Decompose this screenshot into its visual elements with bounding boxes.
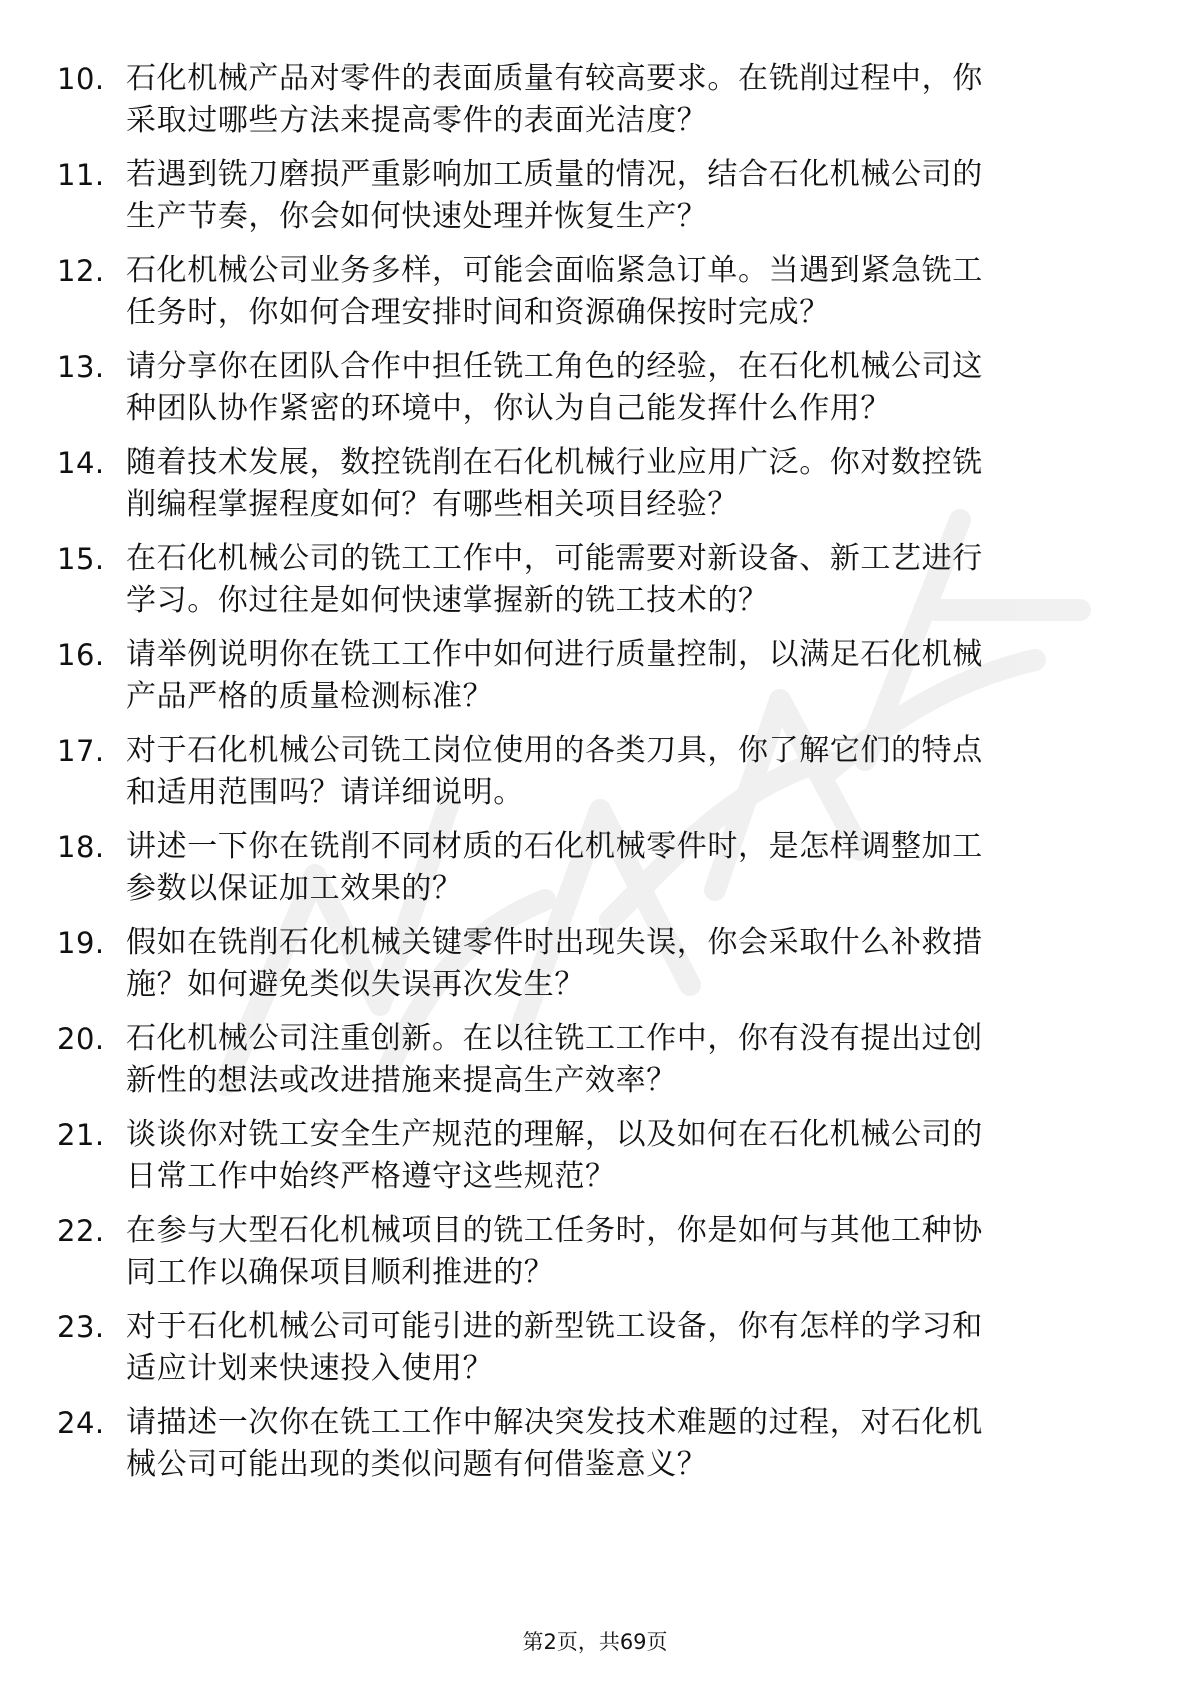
question-line: 石化机械产品对零件的表面质量有较高要求。在铣削过程中，你	[126, 61, 983, 96]
question-item-15	[0, 538, 1190, 634]
question-item-23	[0, 1306, 1190, 1402]
question-number: 11.	[57, 158, 105, 192]
question-text	[126, 154, 1112, 238]
question-item-11	[0, 154, 1190, 250]
question-line: 日常工作中始终严格遵守这些规范？	[126, 1159, 616, 1194]
question-number: 22.	[57, 1214, 105, 1248]
question-text	[126, 1114, 1112, 1198]
question-line: 请描述一次你在铣工工作中解决突发技术难题的过程，对石化机	[126, 1405, 983, 1440]
question-line: 假如在铣削石化机械关键零件时出现失误，你会采取什么补救措	[126, 925, 983, 960]
question-line: 械公司可能出现的类似问题有何借鉴意义？	[126, 1447, 708, 1482]
question-line: 请举例说明你在铣工工作中如何进行质量控制，以满足石化机械	[126, 637, 983, 672]
question-item-18	[0, 826, 1190, 922]
question-line: 若遇到铣刀磨损严重影响加工质量的情况，结合石化机械公司的	[126, 157, 983, 192]
question-number: 24.	[57, 1406, 105, 1440]
question-number: 23.	[57, 1310, 105, 1344]
question-line: 讲述一下你在铣削不同材质的石化机械零件时，是怎样调整加工	[126, 829, 983, 864]
question-text	[126, 826, 1112, 910]
question-line: 种团队协作紧密的环境中，你认为自己能发挥什么作用？	[126, 391, 891, 426]
question-line: 随着技术发展，数控铣削在石化机械行业应用广泛。你对数控铣	[126, 445, 983, 480]
question-text	[126, 1306, 1112, 1390]
question-line: 新性的想法或改进措施来提高生产效率？	[126, 1063, 677, 1098]
question-number: 21.	[57, 1118, 105, 1152]
question-line: 同工作以确保项目顺利推进的？	[126, 1255, 555, 1290]
question-number: 19.	[57, 926, 105, 960]
question-number: 18.	[57, 830, 105, 864]
question-line: 参数以保证加工效果的？	[126, 871, 463, 906]
question-number: 10.	[57, 62, 105, 96]
question-number: 15.	[57, 542, 105, 576]
question-line: 请分享你在团队合作中担任铣工角色的经验，在石化机械公司这	[126, 349, 983, 384]
question-item-17	[0, 730, 1190, 826]
question-number: 17.	[57, 734, 105, 768]
question-item-20	[0, 1018, 1190, 1114]
question-text	[126, 58, 1112, 142]
question-line: 适应计划来快速投入使用？	[126, 1351, 494, 1386]
question-text	[126, 634, 1112, 718]
question-number: 13.	[57, 350, 105, 384]
question-line: 在石化机械公司的铣工工作中，可能需要对新设备、新工艺进行	[126, 541, 983, 576]
question-item-13	[0, 346, 1190, 442]
question-line: 对于石化机械公司铣工岗位使用的各类刀具，你了解它们的特点	[126, 733, 983, 768]
question-text	[126, 538, 1112, 622]
question-line: 学习。你过往是如何快速掌握新的铣工技术的？	[126, 583, 769, 618]
question-line: 在参与大型石化机械项目的铣工任务时，你是如何与其他工种协	[126, 1213, 983, 1248]
question-line: 施？如何避免类似失误再次发生？	[126, 967, 585, 1002]
question-item-14	[0, 442, 1190, 538]
question-line: 谈谈你对铣工安全生产规范的理解，以及如何在石化机械公司的	[126, 1117, 983, 1152]
question-text	[126, 730, 1112, 814]
question-text	[126, 922, 1112, 1006]
question-line: 产品严格的质量检测标准？	[126, 679, 494, 714]
question-item-24	[0, 1402, 1190, 1498]
question-text	[126, 346, 1112, 430]
question-number: 16.	[57, 638, 105, 672]
question-line: 石化机械公司注重创新。在以往铣工工作中，你有没有提出过创	[126, 1021, 983, 1056]
question-line: 削编程掌握程度如何？有哪些相关项目经验？	[126, 487, 738, 522]
question-text	[126, 1210, 1112, 1294]
question-line: 采取过哪些方法来提高零件的表面光洁度？	[126, 103, 708, 138]
question-line: 石化机械公司业务多样，可能会面临紧急订单。当遇到紧急铣工	[126, 253, 983, 288]
question-item-19	[0, 922, 1190, 1018]
question-number: 14.	[57, 446, 105, 480]
question-text	[126, 442, 1112, 526]
question-item-12	[0, 250, 1190, 346]
question-number: 12.	[57, 254, 105, 288]
question-line: 任务时，你如何合理安排时间和资源确保按时完成？	[126, 295, 830, 330]
page-footer: 第2页，共69页	[522, 1630, 668, 1654]
question-text	[126, 1402, 1112, 1486]
question-line: 生产节奏，你会如何快速处理并恢复生产？	[126, 199, 708, 234]
question-number: 20.	[57, 1022, 105, 1056]
question-item-10	[0, 58, 1190, 154]
question-item-21	[0, 1114, 1190, 1210]
question-line: 和适用范围吗？请详细说明。	[126, 775, 524, 810]
question-item-22	[0, 1210, 1190, 1306]
question-line: 对于石化机械公司可能引进的新型铣工设备，你有怎样的学习和	[126, 1309, 983, 1344]
question-text	[126, 1018, 1112, 1102]
question-text	[126, 250, 1112, 334]
question-item-16	[0, 634, 1190, 730]
